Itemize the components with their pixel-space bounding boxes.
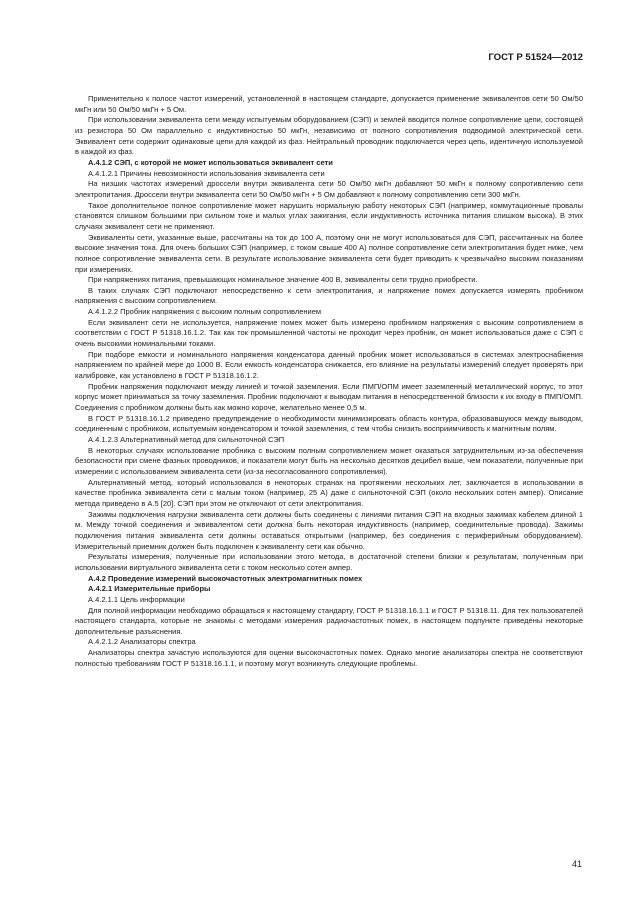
paragraph: В таких случаях СЭП подключают непосредственно к сети электропитания, и напряжение помех допускается измерять пробником напряжения с высоким сопротивлением. — [75, 285, 583, 306]
paragraph: При подборе емкости и номинального напряжения конденсатора данный пробник может использоваться в системах электроснабжения напряжением по крайней мере до 1000 В. Если емкость конденсатора снижается, его влияние на результаты измерений следует проверять при калибровке, как установлено в ГОСТ Р 51318.16.1.2. — [75, 349, 583, 381]
paragraph: При напряжениях питания, превышающих номинальное значение 400 В, эквиваленты сети трудно приобрести. — [88, 275, 478, 285]
paragraph: А.4.1.2.3 Альтернативный метод для сильноточной СЭП — [88, 435, 285, 444]
paragraph: А.4.2.1.1 Цель информации — [88, 594, 185, 604]
page-number: 41 — [571, 859, 582, 869]
document-body — [75, 94, 583, 669]
paragraph: А.4.1.2.2 Пробник напряжения с высоким полным сопротивлением — [88, 307, 322, 317]
section-heading: А.4.1.2 СЭП, с которой не может использоваться эквивалент сети — [88, 157, 333, 167]
section-heading: А.4.2.1 Измерительные приборы — [88, 584, 211, 594]
paragraph: Применительно к полосе частот измерений, установленной в настоящем стандарте, допускается применение эквивалентов сети 50 Ом/50 мкГн или 50 Ом/50 мкГн + 5 Ом. — [75, 94, 583, 114]
paragraph: Если эквивалент сети не используется, напряжение помех может быть измерено пробником напряжения с высоким сопротивлением в соответствии с ГОСТ Р 51318.16.1.2. Так как ток промышленной частоты не проходит через пробник, он может использоваться даже с СЭП с очень высокими номинальными токами. — [75, 317, 583, 349]
paragraph: Для полной информации необходимо обращаться к настоящему стандарту, ГОСТ Р 51318.16.1.1 и ГОСТ Р 51318.11. Для тех пользователей настоящего стандарта, которые не знакомы с методами измерения радиочастотных помех, в настоящем подпункте приведены некоторые дополнительные разъяснения. — [75, 605, 583, 636]
paragraph: Альтернативный метод, который использовался в некоторых странах на протяжении нескольких лет, заключается в использовании в качестве пробника эквивалента сети с малым током (например, 25 А) даже с сильноточной СЭП (около нескольких сотен ампер). Описание метода приведено в А.5 [20]. СЭП при этом не отключают от сети электропитания. — [75, 477, 583, 508]
paragraph: На низших частотах измерений дроссели внутри эквивалента сети 50 Ом/50 мкГн добавляют 50 мкГн к полному сопротивлению сети электропитания. Дроссели внутри эквивалента сети 50 Ом/50 мкГн + 5 Ом добавляют к полному сопротивлению сети 300 мкГн. — [75, 179, 583, 199]
paragraph: В ГОСТ Р 51318.16.1.2 приведено предупреждение о необходимости минимизировать область контура, образовавшуюся между выводом, соединенным с пробником, испытуемым конденсатором и точкой заземления, с тем чтобы снизить восприимчивость к магнитным полям. — [75, 413, 583, 434]
section-heading: А.4.2 Проведение измерений высокочастотных электромагнитных помех — [88, 573, 363, 583]
paragraph: А.4.1.2.1 Причины невозможности использования эквивалента сети — [88, 168, 325, 178]
paragraph: Пробник напряжения подключают между линией и точкой заземления. Если ПМП/ОПМ имеет заземленный металлический корпус, то этот корпус может приниматься за точку заземления. Пробник подключают к выводам питания в непосредственной близости к их входу в ПМП/ОМП. Соединения с пробником должны быть как можно короче, желательно менее 0,5 м. — [75, 381, 583, 413]
paragraph: Зажимы подключения нагрузки эквивалента сети должны быть соединены с линиями питания СЭП на входных зажимах кабелем длиной 1 м. Между точкой соединения и эквивалентом сети должна быть некоторая индуктивность (например, соединительные провода). Зажимы подключения питания эквивалента сети должны оставаться открытыми (например, без соединения с периферийным оборудованием). Измерительный приемник должен быть подключен к эквиваленту сети как обычно. — [75, 509, 583, 551]
paragraph: Такое дополнительное полное сопротивление может нарушить нормальную работу некоторых СЭП (например, коммутационные провалы становятся слишком большими при сильном токе и малых углах зажигания, если индуктивность источника питания слишком высока). В этих случаях эквивалент сети не применяют. — [75, 200, 583, 231]
paragraph: Эквиваленты сети, указанные выше, рассчитаны на ток до 100 А, поэтому они не могут использоваться для СЭП, рассчитанных на более высокие значения тока. Для очень больших СЭП (например, с током свыше 400 А) полное сопротивление сети электропитания будет ниже, чем полное сопротивление эквивалента сети. В результате использование эквивалента сети будет приводить к чрезвычайно высоким показаниям при измерениях. — [75, 232, 583, 274]
paragraph: Результаты измерения, полученные при использовании этого метода, в достаточной степени близки к результатам, полученным при использовании виртуального эквивалента сети с током несколько сотен ампер. — [75, 552, 583, 572]
standard-designation: ГОСТ Р 51524—2012 — [488, 52, 583, 63]
paragraph: В некоторых случаях использование пробника с высоким полным сопротивлением может оказаться затруднительным из-за обеспечения безопасности при смене фазных проводников, и показатели могут быть на несколько десятков децибел выше, чем показатели, полученные при измерении с использованием эквивалента сети (из-за несогласованного сопротивления). — [75, 445, 583, 476]
paragraph: Анализаторы спектра зачастую используются для оценки высокочастотных помех. Однако многие анализаторы спектра не соответствуют полностью требованиям ГОСТ Р 51318.16.1.1, и поэтому могут возникнуть следующие проблемы. — [75, 648, 583, 668]
paragraph: А.4.2.1.2 Анализаторы спектра — [88, 637, 196, 647]
paragraph: При использовании эквивалента сети между испытуемым оборудованием (СЭП) и землей вводится полное сопротивление цепи, состоящей из резистора 50 Ом параллельно с индуктивностью 50 мкГн, независимо от полного сопротивления подводимой электрической сети. Эквивалент сети содержит одинаковые цепи для каждой из фаз. Нейтральный проводник подключается через цепь, идентичную используемой в каждой из фаз. — [75, 115, 583, 157]
